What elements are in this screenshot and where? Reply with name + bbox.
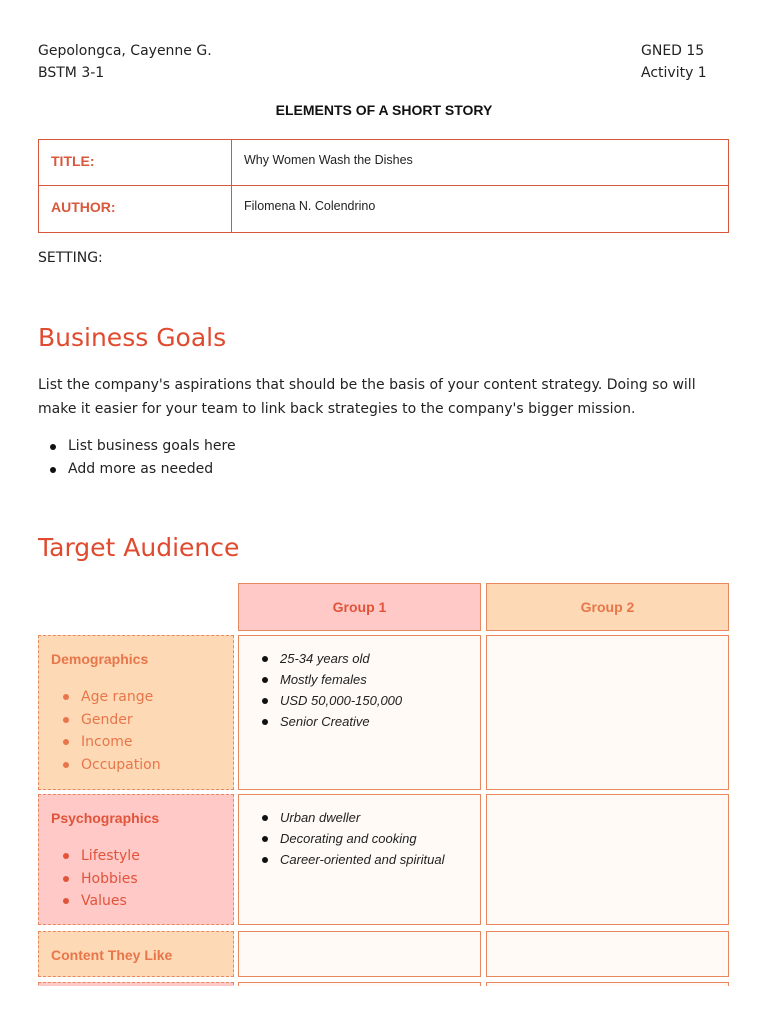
business-goals-heading: Business Goals (38, 323, 227, 352)
demographics-label-cell (38, 635, 234, 790)
content-they-like-title: Content They Like (51, 947, 173, 963)
content-group-1-cell (238, 931, 481, 977)
activity-label: Activity 1 (641, 65, 707, 81)
author-row (39, 186, 728, 232)
group-1-header: Group 1 (238, 583, 481, 631)
list-item: Gender (51, 709, 221, 732)
list-item: 25-34 years old (239, 648, 480, 669)
content-they-like-label-cell (38, 931, 234, 977)
list-item: Mostly females (239, 669, 480, 690)
author-label: AUTHOR: (39, 186, 232, 232)
business-goals-description: List the company's aspirations that should be the basis of your content strategy. Doing so will make it easier for your team to link back strategies to the company's bigger mission. (38, 377, 696, 417)
demographics-group-2-cell (486, 635, 729, 790)
list-item: Hobbies (51, 868, 221, 891)
document-title: ELEMENTS OF A SHORT STORY (275, 102, 493, 118)
list-item: Occupation (51, 754, 221, 777)
student-name: Gepolongca, Cayenne G. (38, 43, 212, 59)
title-value: Why Women Wash the Dishes (244, 153, 413, 167)
page-bottom-margin (0, 986, 768, 1024)
list-item: Decorating and cooking (239, 828, 480, 849)
list-item: Senior Creative (239, 711, 480, 732)
psychographics-group-2-cell (486, 794, 729, 925)
psychographics-title: Psychographics (51, 810, 160, 826)
list-item: Income (51, 731, 221, 754)
demographics-group-1-cell (238, 635, 481, 790)
list-item: Urban dweller (239, 807, 480, 828)
setting-label: SETTING: (38, 250, 103, 266)
title-row (39, 140, 728, 186)
title-label: TITLE: (39, 140, 232, 185)
list-item: Lifestyle (51, 845, 221, 868)
psychographics-group-1-list (239, 795, 480, 870)
psychographics-group-1-cell (238, 794, 481, 925)
student-section: BSTM 3-1 (38, 65, 105, 81)
list-item: List business goals here (38, 435, 236, 458)
list-item: Age range (51, 686, 221, 709)
list-item: Career-oriented and spiritual (239, 849, 480, 870)
course-code: GNED 15 (641, 43, 705, 59)
psychographics-label-cell (38, 794, 234, 925)
content-group-2-cell (486, 931, 729, 977)
demographics-list (51, 686, 221, 776)
list-item: Values (51, 890, 221, 913)
business-goals-list (38, 435, 236, 480)
target-audience-heading: Target Audience (38, 533, 240, 562)
group-2-header: Group 2 (486, 583, 729, 631)
story-info-table (38, 139, 729, 233)
demographics-group-1-list (239, 636, 480, 732)
list-item: Add more as needed (38, 458, 236, 481)
list-item: USD 50,000-150,000 (239, 690, 480, 711)
psychographics-list (51, 845, 221, 913)
course-info (641, 40, 707, 84)
student-info (38, 40, 212, 84)
demographics-title: Demographics (51, 651, 149, 667)
author-value: Filomena N. Colendrino (244, 199, 376, 213)
